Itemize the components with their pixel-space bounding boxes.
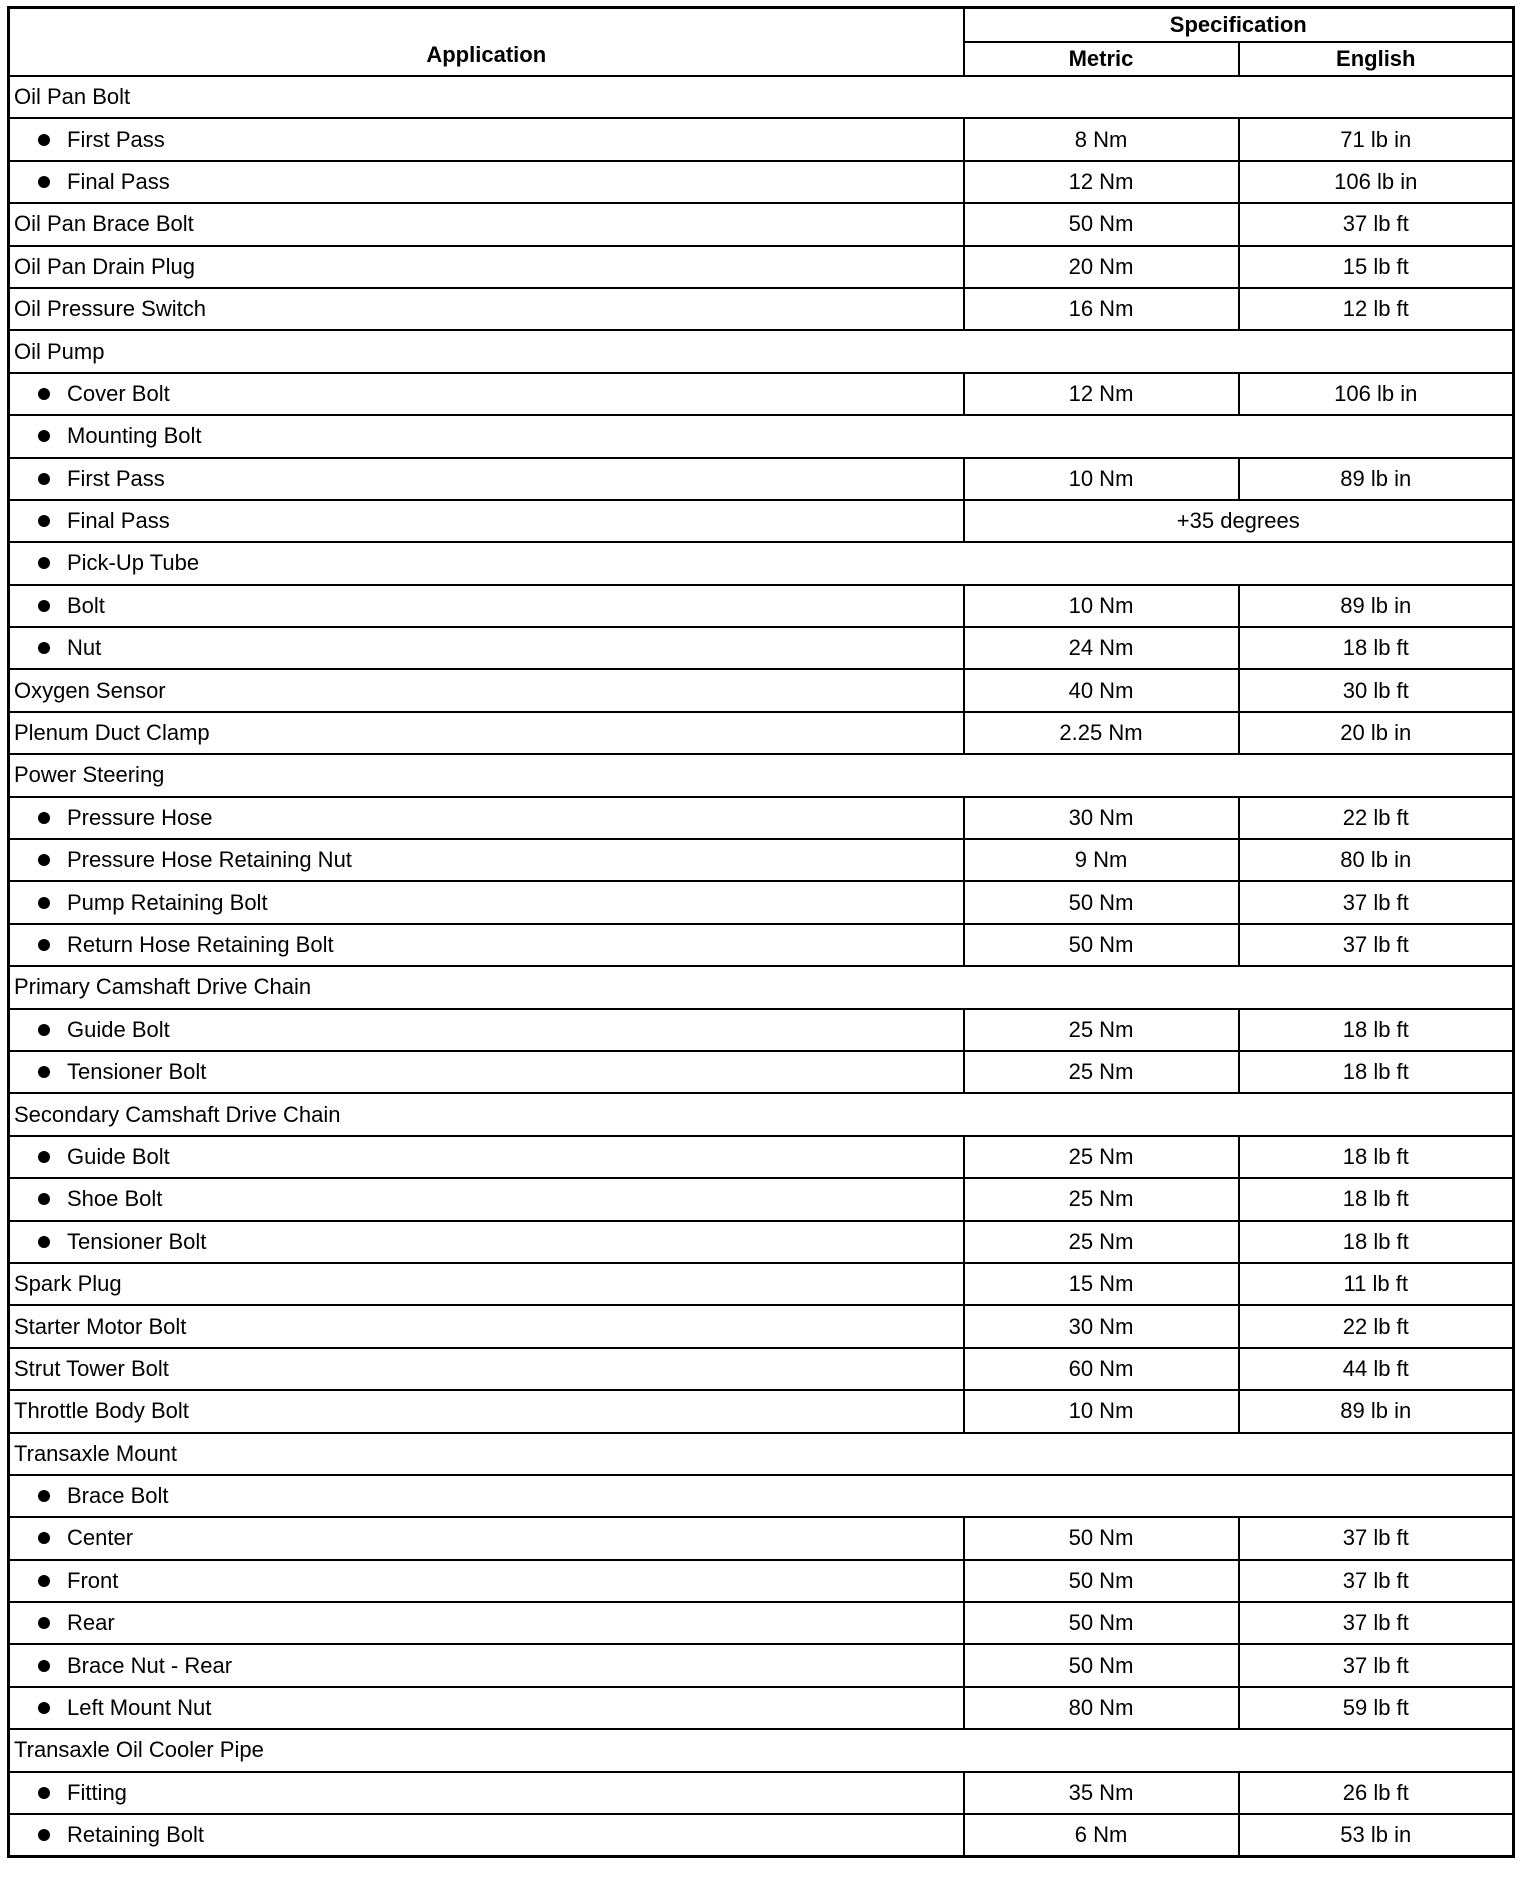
application-label: Pressure Hose [67, 804, 213, 830]
english-cell: 37 lb ft [1239, 1602, 1514, 1644]
application-label: Primary Camshaft Drive Chain [14, 974, 312, 1000]
application-label: Oil Pump [14, 338, 105, 364]
application-label: Front [67, 1567, 119, 1593]
metric-cell: 25 Nm [964, 1178, 1239, 1220]
bullet-icon [38, 1787, 50, 1799]
english-cell: 37 lb ft [1239, 924, 1514, 966]
application-cell [9, 288, 964, 330]
bullet-icon [38, 1532, 50, 1544]
application-label: Mounting Bolt [67, 423, 202, 449]
english-cell: 12 lb ft [1239, 288, 1514, 330]
application-cell [9, 1644, 964, 1686]
metric-cell: 9 Nm [964, 839, 1239, 881]
metric-cell: 10 Nm [964, 458, 1239, 500]
application-label: Guide Bolt [67, 1143, 170, 1169]
table-row [9, 1348, 1514, 1390]
torque-spec-table [7, 6, 1515, 1858]
application-cell [9, 1433, 1514, 1475]
table-row [9, 669, 1514, 711]
bullet-icon [38, 642, 50, 654]
application-cell [9, 203, 964, 245]
bullet-icon [38, 1066, 50, 1078]
english-cell: 89 lb in [1239, 458, 1514, 500]
application-label: Nut [67, 635, 102, 661]
application-cell [9, 1305, 964, 1347]
table-row [9, 1263, 1514, 1305]
application-label: Tensioner Bolt [67, 1228, 207, 1254]
table-row [9, 1814, 1514, 1857]
english-cell: 37 lb ft [1239, 1644, 1514, 1686]
bullet-icon [38, 1151, 50, 1163]
english-cell: 26 lb ft [1239, 1772, 1514, 1814]
english-cell: 106 lb in [1239, 373, 1514, 415]
application-label: Power Steering [14, 762, 165, 788]
application-cell [9, 330, 1514, 372]
english-cell: 11 lb ft [1239, 1263, 1514, 1305]
bullet-icon [38, 1829, 50, 1841]
english-cell: 53 lb in [1239, 1814, 1514, 1857]
application-cell [9, 1814, 964, 1857]
application-cell [9, 797, 964, 839]
english-cell: 44 lb ft [1239, 1348, 1514, 1390]
table-row [9, 542, 1514, 584]
application-label: Pressure Hose Retaining Nut [67, 847, 352, 873]
application-cell [9, 881, 964, 923]
application-cell [9, 585, 964, 627]
bullet-icon [38, 515, 50, 527]
table-row [9, 1772, 1514, 1814]
bullet-icon [38, 1236, 50, 1248]
application-cell [9, 627, 964, 669]
application-label: Brace Nut - Rear [67, 1652, 233, 1678]
table-row [9, 966, 1514, 1008]
application-label: Pick-Up Tube [67, 550, 200, 576]
table-row [9, 203, 1514, 245]
application-label: Final Pass [67, 168, 170, 194]
application-cell [9, 1729, 1514, 1771]
metric-cell: 6 Nm [964, 1814, 1239, 1857]
english-cell: 37 lb ft [1239, 881, 1514, 923]
application-cell [9, 1348, 964, 1390]
table-row [9, 754, 1514, 796]
header-metric: Metric [964, 42, 1239, 76]
bullet-icon [38, 1660, 50, 1672]
application-label: Cover Bolt [67, 380, 170, 406]
bullet-icon [38, 176, 50, 188]
application-label: Secondary Camshaft Drive Chain [14, 1101, 341, 1127]
application-cell [9, 754, 1514, 796]
metric-cell: 50 Nm [964, 924, 1239, 966]
application-label: Bolt [67, 592, 105, 618]
metric-cell: 2.25 Nm [964, 712, 1239, 754]
metric-cell: 25 Nm [964, 1136, 1239, 1178]
application-label: Strut Tower Bolt [14, 1355, 169, 1381]
application-cell [9, 1221, 964, 1263]
table-row [9, 1602, 1514, 1644]
table-row [9, 288, 1514, 330]
application-cell [9, 1475, 1514, 1517]
application-cell [9, 161, 964, 203]
english-cell: 89 lb in [1239, 585, 1514, 627]
application-cell [9, 118, 964, 160]
application-label: Left Mount Nut [67, 1695, 212, 1721]
english-cell: 18 lb ft [1239, 1051, 1514, 1093]
metric-cell: 24 Nm [964, 627, 1239, 669]
table-row [9, 330, 1514, 372]
application-label: First Pass [67, 465, 165, 491]
application-cell [9, 669, 964, 711]
table-row [9, 924, 1514, 966]
table-row [9, 1305, 1514, 1347]
application-cell [9, 76, 1514, 118]
metric-cell: 10 Nm [964, 1390, 1239, 1432]
metric-cell: 8 Nm [964, 118, 1239, 160]
table-row [9, 585, 1514, 627]
application-label: Pump Retaining Bolt [67, 889, 268, 915]
english-cell: 18 lb ft [1239, 1221, 1514, 1263]
application-cell [9, 1051, 964, 1093]
bullet-icon [38, 1617, 50, 1629]
metric-cell: 16 Nm [964, 288, 1239, 330]
application-cell [9, 1136, 964, 1178]
english-cell: 20 lb in [1239, 712, 1514, 754]
english-cell: 18 lb ft [1239, 1178, 1514, 1220]
application-cell [9, 966, 1514, 1008]
metric-cell: 30 Nm [964, 797, 1239, 839]
application-label: Oil Pan Brace Bolt [14, 211, 194, 237]
application-label: Center [67, 1525, 134, 1551]
application-label: Return Hose Retaining Bolt [67, 932, 334, 957]
application-cell [9, 458, 964, 500]
bullet-icon [38, 1575, 50, 1587]
table-row [9, 1687, 1514, 1729]
english-cell: 89 lb in [1239, 1390, 1514, 1432]
application-cell [9, 1093, 1514, 1135]
metric-cell: 10 Nm [964, 585, 1239, 627]
application-cell [9, 1178, 964, 1220]
application-cell [9, 712, 964, 754]
english-cell: 80 lb in [1239, 839, 1514, 881]
english-cell: 37 lb ft [1239, 1560, 1514, 1602]
application-label: Brace Bolt [67, 1483, 169, 1509]
english-cell: 30 lb ft [1239, 669, 1514, 711]
application-cell [9, 415, 1514, 457]
table-row [9, 500, 1514, 542]
english-cell: 18 lb ft [1239, 1009, 1514, 1051]
application-label: Oil Pan Bolt [14, 84, 131, 110]
application-cell [9, 542, 1514, 584]
metric-cell: 50 Nm [964, 881, 1239, 923]
application-label: Oil Pressure Switch [14, 296, 206, 322]
application-label: Tensioner Bolt [67, 1059, 207, 1085]
english-cell: 18 lb ft [1239, 1136, 1514, 1178]
application-cell [9, 1517, 964, 1559]
table-row [9, 76, 1514, 118]
header-specification: Specification [964, 8, 1514, 43]
english-cell: 59 lb ft [1239, 1687, 1514, 1729]
bullet-icon [38, 1193, 50, 1205]
application-cell [9, 1602, 964, 1644]
english-cell: 22 lb ft [1239, 797, 1514, 839]
english-cell: 15 lb ft [1239, 246, 1514, 288]
application-label: Throttle Body Bolt [14, 1398, 189, 1424]
table-row [9, 1009, 1514, 1051]
application-label: Starter Motor Bolt [14, 1313, 187, 1339]
application-label: Plenum Duct Clamp [14, 720, 210, 746]
table-row [9, 415, 1514, 457]
metric-cell: 20 Nm [964, 246, 1239, 288]
table-row [9, 1517, 1514, 1559]
metric-cell: 50 Nm [964, 1644, 1239, 1686]
bullet-icon [38, 600, 50, 612]
table-row [9, 1051, 1514, 1093]
metric-cell: 35 Nm [964, 1772, 1239, 1814]
metric-cell: 50 Nm [964, 1560, 1239, 1602]
metric-cell: 15 Nm [964, 1263, 1239, 1305]
application-cell [9, 1687, 964, 1729]
application-cell [9, 839, 964, 881]
metric-cell: 12 Nm [964, 161, 1239, 203]
bullet-icon [38, 557, 50, 569]
application-label: Final Pass [67, 508, 170, 534]
table-row [9, 1093, 1514, 1135]
application-label: Oil Pan Drain Plug [14, 253, 195, 279]
table-row [9, 839, 1514, 881]
metric-cell: 40 Nm [964, 669, 1239, 711]
bullet-icon [38, 1024, 50, 1036]
english-cell: 71 lb in [1239, 118, 1514, 160]
bullet-icon [38, 430, 50, 442]
bullet-icon [38, 473, 50, 485]
metric-cell: 25 Nm [964, 1221, 1239, 1263]
english-cell: 18 lb ft [1239, 627, 1514, 669]
table-row [9, 161, 1514, 203]
metric-cell: 30 Nm [964, 1305, 1239, 1347]
metric-cell: 25 Nm [964, 1009, 1239, 1051]
application-cell [9, 1772, 964, 1814]
application-label: Retaining Bolt [67, 1822, 204, 1848]
english-cell: 106 lb in [1239, 161, 1514, 203]
application-cell [9, 500, 964, 542]
table-row [9, 1136, 1514, 1178]
application-cell [9, 1390, 964, 1432]
table-row [9, 246, 1514, 288]
header-english: English [1239, 42, 1514, 76]
table-row [9, 1644, 1514, 1686]
bullet-icon [38, 939, 50, 951]
header-application: Application [9, 8, 964, 77]
application-label: Fitting [67, 1779, 127, 1805]
table-row [9, 1560, 1514, 1602]
table-row [9, 1390, 1514, 1432]
table-row [9, 1178, 1514, 1220]
bullet-icon [38, 388, 50, 400]
bullet-icon [38, 134, 50, 146]
metric-cell: 50 Nm [964, 1517, 1239, 1559]
bullet-icon [38, 812, 50, 824]
application-label: Oxygen Sensor [14, 677, 166, 703]
application-label: Guide Bolt [67, 1016, 170, 1042]
table-row [9, 118, 1514, 160]
english-cell: 37 lb ft [1239, 1517, 1514, 1559]
application-cell [9, 1009, 964, 1051]
table-row [9, 1729, 1514, 1771]
bullet-icon [38, 897, 50, 909]
application-label: First Pass [67, 126, 165, 152]
bullet-icon [38, 1490, 50, 1502]
application-cell [9, 1263, 964, 1305]
english-cell: 37 lb ft [1239, 203, 1514, 245]
metric-cell: 50 Nm [964, 203, 1239, 245]
metric-cell: 60 Nm [964, 1348, 1239, 1390]
bullet-icon [38, 1702, 50, 1714]
application-cell [9, 924, 964, 966]
table-row [9, 373, 1514, 415]
application-label: Transaxle Mount [14, 1440, 178, 1466]
application-label: Shoe Bolt [67, 1186, 163, 1212]
application-cell [9, 246, 964, 288]
table-row [9, 458, 1514, 500]
metric-cell: 50 Nm [964, 1602, 1239, 1644]
metric-cell: 25 Nm [964, 1051, 1239, 1093]
table-row [9, 712, 1514, 754]
application-label: Spark Plug [14, 1271, 122, 1297]
metric-cell: 80 Nm [964, 1687, 1239, 1729]
table-row [9, 881, 1514, 923]
table-row [9, 1475, 1514, 1517]
application-cell [9, 1560, 964, 1602]
metric-cell: 12 Nm [964, 373, 1239, 415]
application-label: Transaxle Oil Cooler Pipe [14, 1737, 264, 1763]
table-row [9, 797, 1514, 839]
application-label: Rear [67, 1610, 115, 1636]
application-cell [9, 373, 964, 415]
combined-spec-cell: +35 degrees [964, 500, 1514, 542]
english-cell: 22 lb ft [1239, 1305, 1514, 1347]
table-row [9, 1221, 1514, 1263]
table-row [9, 627, 1514, 669]
bullet-icon [38, 854, 50, 866]
table-row [9, 1433, 1514, 1475]
